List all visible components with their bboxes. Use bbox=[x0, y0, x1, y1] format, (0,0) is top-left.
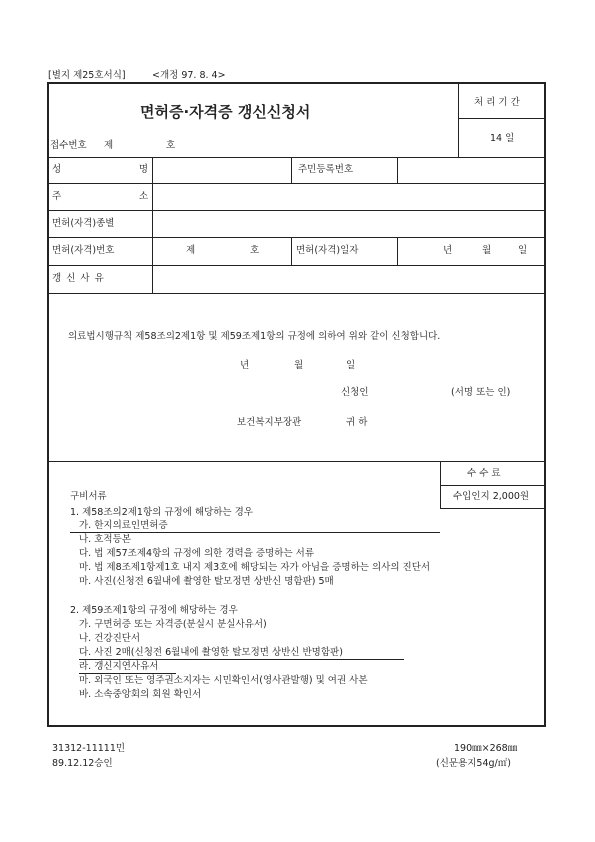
footer-paper: (신문용지54g/㎡) bbox=[436, 758, 511, 769]
section2-item-4: 라. 갱신지연사유서 bbox=[79, 661, 159, 672]
license-type-label: 면허(자격)종별 bbox=[52, 218, 115, 229]
address-label: 주 소 bbox=[52, 191, 148, 202]
table-rule-4 bbox=[47, 265, 546, 266]
section2-item-5: 마. 외국인 또는 영주권소지자는 시민확인서(영사관발행) 및 여권 사본 bbox=[79, 675, 368, 686]
section2-item-3: 다. 사진 2매(신청전 6월내에 촬영한 탈모정면 상반신 반명함판) bbox=[79, 647, 343, 658]
documents-rule bbox=[47, 461, 546, 462]
receipt-je: 제 bbox=[104, 140, 114, 151]
license-number-je: 제 bbox=[186, 245, 196, 256]
license-date-day: 일 bbox=[518, 245, 528, 256]
resident-divider-left bbox=[291, 157, 292, 183]
date-divider-left bbox=[291, 237, 292, 265]
application-statement: 의료법시행규칙 제58조의2제1항 및 제59조제1항의 규정에 의하여 위와 같이 신청합니다. bbox=[68, 331, 441, 342]
table-rule-top bbox=[47, 157, 546, 158]
receipt-number-label: 접수번호 bbox=[50, 140, 87, 151]
footer-size: 190㎜×268㎜ bbox=[454, 743, 518, 754]
table-rule-3 bbox=[47, 237, 546, 238]
processing-period-value: 14 일 bbox=[490, 133, 515, 144]
section1-item-2: 나. 호적등본 bbox=[79, 534, 131, 545]
section2-item-2: 나. 건강진단서 bbox=[79, 633, 141, 644]
date-divider-right bbox=[397, 237, 398, 265]
resident-divider-right bbox=[397, 157, 398, 183]
form-title: 면허증·자격증 갱신신청서 bbox=[140, 103, 311, 121]
section1-rule bbox=[70, 532, 440, 533]
application-year: 년 bbox=[240, 360, 250, 371]
section2-item-6: 바. 소속중앙회의 회원 확인서 bbox=[79, 689, 202, 700]
section2-rule-2 bbox=[79, 673, 176, 674]
processing-divider bbox=[458, 82, 459, 157]
table-rule-1 bbox=[47, 183, 546, 184]
renewal-reason-label: 갱 신 사 유 bbox=[52, 273, 105, 284]
section1-item-4: 마. 법 제8조제1항제1호 내지 제3호에 해당되는 자가 아님을 증명하는 의사의 진단서 bbox=[79, 562, 431, 573]
fee-box-middle bbox=[440, 485, 546, 486]
fee-box-bottom bbox=[440, 508, 546, 509]
form-number: [별지 제25호서식] bbox=[48, 70, 126, 81]
addressee-honorific: 귀 하 bbox=[346, 417, 368, 428]
processing-rule bbox=[458, 118, 546, 119]
section2-item-1: 가. 구면허증 또는 자격증(분실시 분실사유서) bbox=[79, 619, 267, 630]
license-date-year: 년 bbox=[443, 245, 453, 256]
application-day: 일 bbox=[346, 360, 356, 371]
license-number-label: 면허(자격)번호 bbox=[52, 245, 115, 256]
revision-date: <개정 97. 8. 4> bbox=[152, 70, 226, 81]
documents-heading: 구비서류 bbox=[70, 491, 107, 502]
section1-item-1: 가. 한지의료인면허증 bbox=[79, 520, 168, 531]
receipt-ho: 호 bbox=[166, 140, 176, 151]
section2-rule-1 bbox=[79, 659, 404, 660]
name-label: 성 명 bbox=[52, 164, 148, 175]
resident-number-label: 주민등록번호 bbox=[298, 164, 354, 175]
addressee: 보건복지부장관 bbox=[237, 417, 302, 428]
license-date-month: 월 bbox=[482, 245, 492, 256]
license-date-label: 면허(자격)일자 bbox=[296, 245, 359, 256]
signature-note: (서명 또는 인) bbox=[451, 387, 511, 398]
license-number-ho: 호 bbox=[250, 245, 260, 256]
fee-value: 수입인지 2,000원 bbox=[453, 491, 530, 502]
application-month: 월 bbox=[294, 360, 304, 371]
table-rule-2 bbox=[47, 210, 546, 211]
section1-item-3: 다. 법 제57조제4항의 규정에 의한 경력을 증명하는 서류 bbox=[79, 548, 315, 559]
applicant-label: 신청인 bbox=[341, 387, 369, 398]
section2-title: 2. 제59조제1항의 규정에 해당하는 경우 bbox=[70, 605, 238, 616]
table-rule-5 bbox=[47, 293, 546, 294]
processing-period-label: 처 리 기 간 bbox=[474, 97, 520, 108]
fee-label: 수 수 료 bbox=[467, 468, 501, 479]
label-column-divider bbox=[152, 157, 153, 293]
section1-title: 1. 제58조의2제1항의 규정에 해당하는 경우 bbox=[70, 507, 253, 518]
section1-item-5: 마. 사진(신청전 6월내에 촬영한 탈모정면 상반신 명함판) 5매 bbox=[79, 576, 334, 587]
footer-code: 31312-11111민 bbox=[52, 743, 126, 754]
footer-approval: 89.12.12승인 bbox=[52, 758, 113, 769]
